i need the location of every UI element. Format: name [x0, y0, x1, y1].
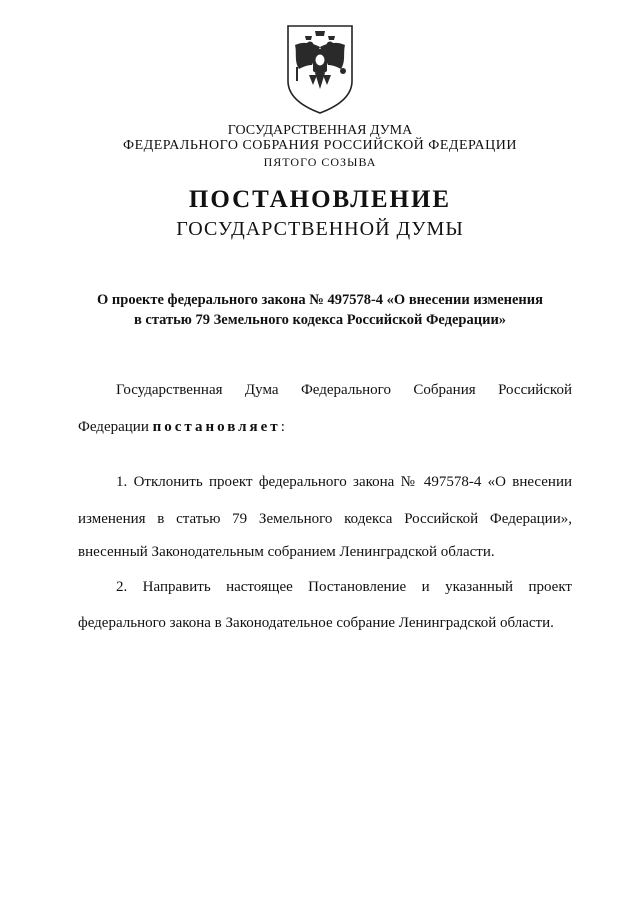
item-1-line-3: внесенный Законодательным собранием Ленинградской области. — [78, 544, 495, 560]
preamble-line-1: Государственная Дума Федерального Собрания Российской — [116, 382, 572, 398]
item-2-line-2: федерального закона в Законодательное собрание Ленинградской области. — [78, 615, 554, 631]
org-line-3: ПЯТОГО СОЗЫВА — [263, 155, 377, 169]
preamble-suffix: : — [280, 419, 285, 435]
subject-line-2: в статью 79 Земельного кодекса Российской Федерации» — [133, 312, 507, 328]
resolves-word: постановляет — [152, 419, 281, 435]
org-line-2: ФЕДЕРАЛЬНОГО СОБРАНИЯ РОССИЙСКОЙ ФЕДЕРАЦИИ — [123, 138, 517, 153]
item-1-line-1: 1. Отклонить проект федерального закона № 497578-4 «О внесении — [116, 474, 572, 490]
item-2-line-1: 2. Направить настоящее Постановление и указанный проект — [116, 579, 572, 595]
org-line-1: ГОСУДАРСТВЕННАЯ ДУМА — [227, 123, 413, 138]
subject-line-1: О проекте федерального закона № 497578-4 «О внесении изменения — [97, 292, 543, 308]
preamble-line-2 — [78, 418, 572, 437]
preamble-prefix: Федерации — [78, 419, 153, 435]
document-subtitle: ГОСУДАРСТВЕННОЙ ДУМЫ — [176, 218, 464, 240]
document-type-title: ПОСТАНОВЛЕНИЕ — [188, 186, 452, 213]
document-subject — [60, 290, 580, 330]
coat-of-arms-icon — [285, 23, 355, 115]
item-1-line-2: изменения в статью 79 Земельного кодекса Российской Федерации», — [78, 511, 572, 527]
